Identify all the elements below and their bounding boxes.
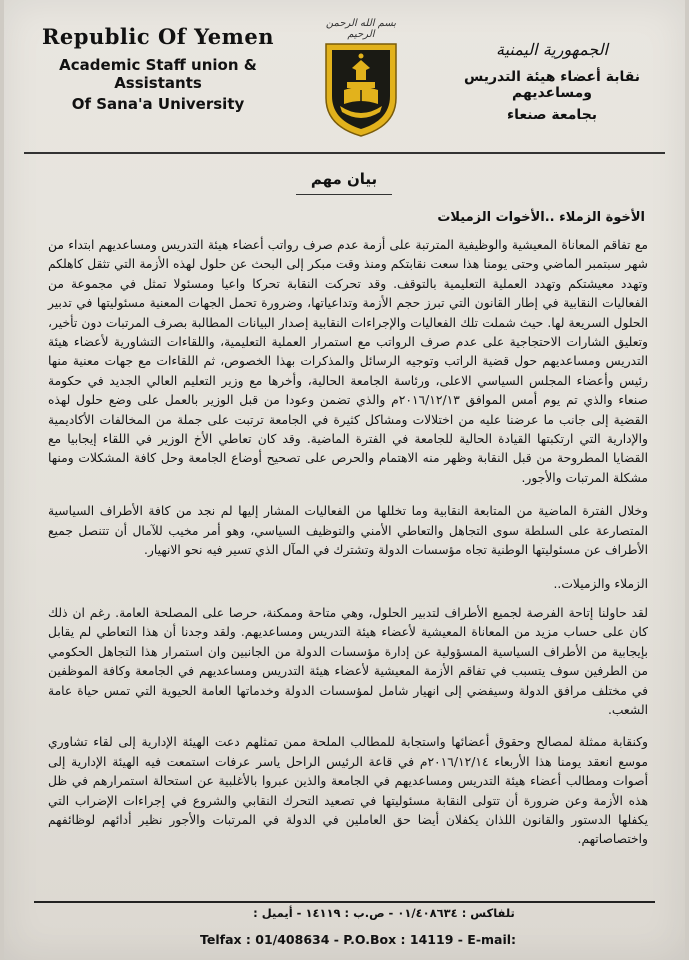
paragraph-2: وخلال الفترة الماضية من المتابعة النقابية وما تخللها من الفعاليات المشار إليها لم نجد من كافة الأطراف السياسية المتصارعة على السلطة سوى التجاهل والتعاطي الأمني والتوظيف السياسي، وهو أمر مخيب للآمال أن تتنصل جميع الأطراف عن مسئوليتها الوطنية تجاه مؤسسات الدولة وتشترك في المآل الذي تسير فيه نحو الانهيار. xyxy=(48,504,648,558)
union-name-ar: نقابة أعضاء هيئة التدريس ومساعديهم xyxy=(463,69,641,101)
university-name-en: Of Sana'a University xyxy=(71,95,245,113)
salutation: الأخوة الزملاء ..الأخوات الزميلات xyxy=(437,210,645,225)
statement-body xyxy=(48,236,648,850)
university-name-ar: بجامعة صنعاء xyxy=(506,107,598,123)
footer-divider xyxy=(34,901,655,903)
paragraph-1: مع تفاقم المعاناة المعيشية والوظيفية المترتبة على أزمة عدم صرف رواتب أعضاء هيئة التدريس ومساعديهم ابتداء من شهر سبتمبر الماضي وحتى يومنا هذا سعت نقابتكم ومنذ وقت مبكر إلى البحث عن حلول لهذه الأزمة التي تثقل كاهلكم وتهدد معيشتكم وتهدد العملية التعليمية بالتوقف. وقد تحركت النقابة تحركا واعيا ومسئولا تمثل في مجموعة من الفعاليات النقابية في إطار القانون التي تبرز حجم الأزمة وتداعياتها، وضرورة تحمل الجهات المعنية مسئوليتها في تدبير الحلول السريعة لها. حيث شملت تلك الفعاليات والإجراءات النقابية إصدار البيانات المطالبة بصرف المرتبات دون تأخير، وتعليق الشارات الاحتجاجية على عدم صرف الرواتب مع استمرار العملية التعليمية، واللقاءات التشاورية لأعضاء هيئة التدريس ومساعديهم حول قضية الراتب وتوجيه الرسائل والمذكرات بهذا الخصوص، ثم اللقاءات مع جهات معنية منها رئيس وأعضاء المجلس السياسي الاعلى، ورئاسة الجامعة الحالية، وأخرها مع وزير التعليم العالي الجديد في حكومة صنعاء والذي تم يوم أمس الموافق ٢٠١٦/١٢/١٣م والذي تضمن وعودا من قبل الوزير بالعمل على وضع حلول لهذه القضية إلى جانب ما عرضنا عليه من اختلالات ومشاكل كثيرة في الجامعة ترتبت على جملة من المخالفات الأكاديمية والإدارية التي ارتكبتها القيادة الحالية للجامعة في الفترة الماضية. وقد كان تعاطي الأخ الوزير في اللقاء إيجابيا مع القضايا المطروحة من قبل النقابة وظهر منه الاهتمام والحرص على تصحيح أوضاع الجامعة وحل كافة المشكلات ومنها مشكلة المرتبات والأجور. xyxy=(48,238,648,485)
letter-page xyxy=(4,0,685,960)
union-name-en: Academic Staff union & Assistants xyxy=(59,56,257,92)
header-divider xyxy=(24,152,665,154)
footer-contact-ar: تلفاكس : ٠١/٤٠٨٦٣٤ - ص.ب : ١٤١١٩ - أيميل : xyxy=(253,906,515,920)
union-emblem-icon xyxy=(322,40,400,138)
republic-title-ar: الجمهورية اليمنية xyxy=(495,40,608,59)
title-underline xyxy=(296,194,392,195)
republic-title-en: Republic Of Yemen xyxy=(41,24,274,49)
english-letterhead xyxy=(38,24,278,113)
paragraph-3: الزملاء والزميلات.. xyxy=(553,576,648,591)
arabic-letterhead xyxy=(437,40,667,123)
basmala: بسم الله الرحمن الرحيم xyxy=(325,18,397,40)
statement-title: بيان مهم xyxy=(310,170,378,188)
paragraph-5: وكنقابة ممثلة لمصالح وحقوق أعضائها واستجابة للمطالب الملحة ممن تمثلهم دعت الهيئة الإدارية إلى لقاء تشاوري موسع انعقد يومنا هذا الأربعاء ٢٠١٦/١٢/١٤م في قاعة الرئيس الراحل ياسر عرفات استمعت فيه الهيئة الإدارية إلى أصوات ومطالب أعضاء هيئة التدريس ومساعديهم في الجامعة والذين عبروا بالأغلبية عن استحالة استمرارهم في ظل هذه الأزمة وعن ضرورة أن تتولى النقابة مسئوليتها في تصعيد التحرك النقابي والشروع في إجراءات الإضراب التي يكفلها الدستور والقانون اللذان يكفلان أيضا حق العاملين في الدولة في المرتبات والأجور نظير أدائهم لوظائفهم واختصاصاتهم. xyxy=(48,735,648,847)
paragraph-4: لقد حاولنا إتاحة الفرصة لجميع الأطراف لتدبير الحلول، وهي متاحة وممكنة، حرصا على المصلحة العامة. رغم ان ذلك كان على حساب مزيد من المعاناة المعيشية لأعضاء هيئة التدريس ومساعديهم. ولقد وجدنا أن هذا التعاطي لم يقابل بإيجابية من الأطراف السياسية المسؤولية عن إدارة مؤسسات الدولة من الجانبين وان استمرار هذا التجاهل الحكومي من الطرفين سوف يتسبب في تفاقم الأزمة المعيشية لأعضاء هيئة التدريس ومساعديهم في الجامعة وكافة الموظفين في مختلف مرافق الدولة وسيفضي إلى انهيار شامل لمؤسسات الدولة وخدماتها العامة الحيوية التي تمس حياة عامة الشعب. xyxy=(48,605,648,717)
footer-contact-en: Telfax : 01/408634 - P.O.Box : 14119 - E-mail: xyxy=(200,932,517,947)
